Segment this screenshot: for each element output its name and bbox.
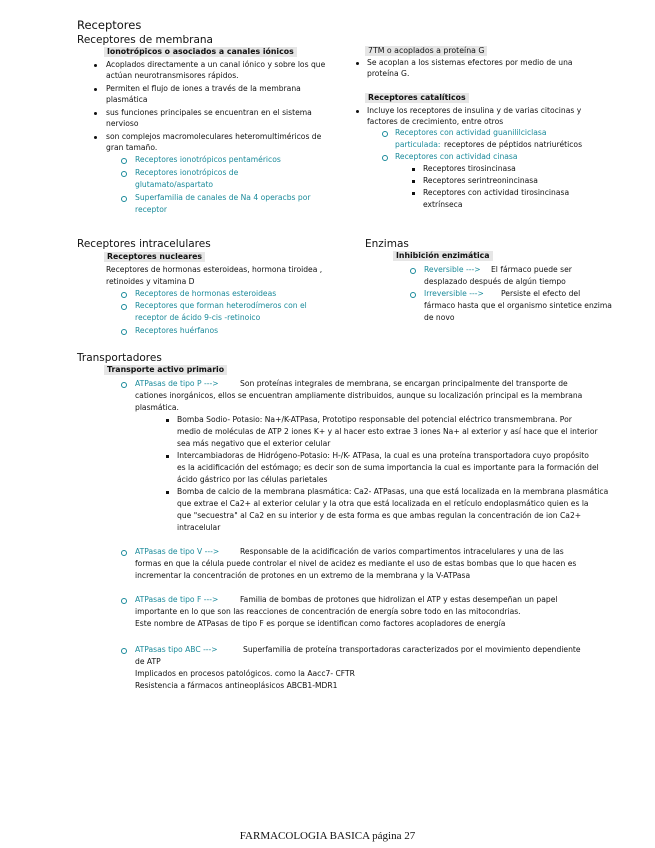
text-line: incrementar la concentración de protones en un extremo de la membrana y la V-ATPasa (135, 571, 471, 580)
sub-bullet (121, 196, 127, 202)
text-line: Bomba de calcio de la membrana plasmática: Ca2- ATPasas, una que está localizada en la membrana plasmática (177, 487, 609, 496)
text-line: gran tamaño. (106, 143, 158, 152)
bullet (356, 62, 359, 65)
square-bullet (412, 192, 415, 195)
text-line: Receptores serintreonincinasa (423, 176, 538, 185)
text-line: son complejos macromoleculares heteromultiméricos de (106, 132, 322, 141)
sub-bullet (121, 598, 127, 604)
heading-nucleares: Receptores nucleares (104, 252, 205, 262)
section-title-enzimas: Enzimas (365, 238, 409, 250)
text-line: Intercambiadoras de Hidrógeno-Potasio: H-/K- ATPasa, la cual es una proteína transportadora cuyo propósito (177, 451, 589, 460)
text-line: Este nombre de ATPasas de tipo F es porque se identifican como factores acopladores de energía (135, 619, 506, 628)
text-line: Superfamilia de canales de Na 4 operacbs por (135, 193, 311, 202)
text-line: Permiten el flujo de iones a través de la membrana (106, 84, 301, 93)
text-line: plasmática (106, 95, 148, 104)
text-line: Receptores de hormonas esteroideas, hormona tiroidea , (106, 265, 323, 274)
text-line: Resistencia a fármacos antineoplásicos ABCB1-MDR1 (135, 681, 338, 690)
text-line: Receptores ionotrópicos de (135, 168, 239, 177)
text-line: Bomba Sodio- Potasio: Na+/K-ATPasa, Prototipo responsable del potencial eléctrico transmembrana. Por (177, 415, 572, 424)
square-bullet (412, 180, 415, 183)
text-line: intracelular (177, 523, 221, 532)
text-line: receptor (135, 205, 168, 214)
bullet (356, 110, 359, 113)
text-line: Irreversible ---> (424, 289, 484, 298)
heading-7tm: 7TM o acoplados a proteína G (365, 46, 487, 56)
text-line: Superfamilia de proteína transportadoras caracterizados por el movimiento dependiente (243, 645, 581, 654)
text-line: Persiste el efecto del (501, 289, 581, 298)
text-line: ácido gástrico por las células parietales (177, 475, 328, 484)
text-line: Reversible ---> (424, 265, 481, 274)
text-line: retinoides y vitamina D (106, 277, 195, 286)
text-line: plasmática. (135, 403, 179, 412)
text-line: importante en lo que son las reacciones de concentración de energía sobre todo en las mitocondrias. (135, 607, 521, 616)
text-line: sea más negativo que el exterior celular (177, 439, 331, 448)
sub-bullet (410, 268, 416, 274)
text-line: Receptores de hormonas esteroideas (135, 289, 277, 298)
text-line: Receptores tirosincinasa (423, 164, 516, 173)
text-line: cationes inorgánicos, ellos se encuentran ampliamente distribuidos, aunque su localización principal es la membrana (135, 391, 583, 400)
text-line: receptor de ácido 9-cis -retinoico (135, 313, 261, 322)
sub-bullet (121, 382, 127, 388)
section-title-intracelulares: Receptores intracelulares (77, 238, 211, 250)
sub-bullet (121, 648, 127, 654)
sub-bullet (121, 329, 127, 335)
text-line: nervioso (106, 119, 139, 128)
text-line: Familia de bombas de protones que hidrolizan el ATP y estas desempeñan un papel (240, 595, 558, 604)
square-bullet (166, 419, 169, 422)
text-line: Son proteínas integrales de membrana, se encargan principalmente del transporte de (240, 379, 568, 388)
bullet (94, 88, 97, 91)
page-footer: FARMACOLOGIA BASICA página 27 (239, 830, 416, 842)
text-line: receptores de péptidos natriuréticos (444, 140, 583, 149)
text-line: es la acidificación del estómago; es decir son de suma importancia la cual es importante para la formación del (177, 463, 599, 472)
sub-bullet (382, 131, 388, 137)
text-line: fármaco hasta que el organismo sintetice enzima (424, 301, 612, 310)
bullet (94, 64, 97, 67)
text-line: Receptores con actividad cinasa (395, 152, 518, 161)
sub-bullet (121, 158, 127, 164)
section-title-transportadores: Transportadores (77, 352, 162, 364)
text-line: de ATP (135, 657, 161, 666)
text-line: que "secuestra" al Ca2 en su interior y de esta forma es que ambas regulan la concentración de ion Ca2+ (177, 511, 582, 520)
text-line: El fármaco puede ser (491, 265, 572, 274)
text-line: ATPasas tipo ABC ---> (135, 645, 218, 654)
text-line: medio de moléculas de ATP 2 iones K+ y al hacer esto extrae 3 iones Na+ al exterior y así hace que el interior (177, 427, 598, 436)
text-line: Implicados en procesos patológicos. como la Aacc7- CFTR (135, 669, 355, 678)
bullet (94, 136, 97, 139)
text-line: ATPasas de tipo P ---> (135, 379, 219, 388)
text-line: ATPasas de tipo F ---> (135, 595, 219, 604)
text-line: particulada: (395, 140, 441, 149)
heading-transporte-activo: Transporte activo primario (104, 365, 227, 375)
square-bullet (166, 455, 169, 458)
text-line: extrínseca (423, 200, 463, 209)
text-line: factores de crecimiento, entre otros (367, 117, 504, 126)
heading-inhibicion: Inhibición enzimática (393, 251, 493, 261)
square-bullet (412, 168, 415, 171)
text-line: sus funciones principales se encuentran en el sistema (106, 108, 312, 117)
text-line: desplazado después de algún tiempo (424, 277, 566, 286)
text-line: proteína G. (367, 69, 410, 78)
text-line: ATPasas de tipo V ---> (135, 547, 220, 556)
sub-bullet (121, 292, 127, 298)
text-line: Incluye los receptores de insulina y de varias citocinas y (367, 106, 582, 115)
text-line: que extrae el Ca2+ al exterior celular y la otra que está localizada en el retículo endoplasmático quien es la (177, 499, 589, 508)
text-line: Acoplados directamente a un canal iónico y sobre los que (106, 60, 326, 69)
heading-ionotropicos: Ionotrópicos o asociados a canales iónicos (104, 47, 297, 57)
text-line: actúan neurotransmisores rápidos. (106, 71, 239, 80)
sub-bullet (121, 550, 127, 556)
text-line: Receptores que forman heterodímeros con el (135, 301, 307, 310)
text-line: glutamato/aspartato (135, 180, 214, 189)
text-line: de novo (424, 313, 455, 322)
text-line: Receptores huérfanos (135, 326, 219, 335)
page-title: Receptores (77, 18, 142, 32)
text-line: Receptores ionotrópicos pentaméricos (135, 155, 281, 164)
square-bullet (166, 491, 169, 494)
text-line: Receptores con actividad guanililciclasa (395, 128, 547, 137)
text-line: Responsable de la acidificación de varios compartimentos intracelulares y una de las (240, 547, 564, 556)
text-line: Receptores con actividad tirosincinasa (423, 188, 570, 197)
bullet (94, 112, 97, 115)
sub-bullet (382, 155, 388, 161)
sub-bullet (410, 292, 416, 298)
sub-bullet (121, 304, 127, 310)
text-line: formas en que la célula puede controlar el nivel de acidez es mediante el uso de estas bombas que lo que hacen es (135, 559, 577, 568)
heading-cataliticos: Receptores catalíticos (365, 93, 469, 103)
sub-bullet (121, 171, 127, 177)
text-line: Se acoplan a los sistemas efectores por medio de una (367, 58, 573, 67)
section-title-membrana: Receptores de membrana (77, 34, 213, 46)
